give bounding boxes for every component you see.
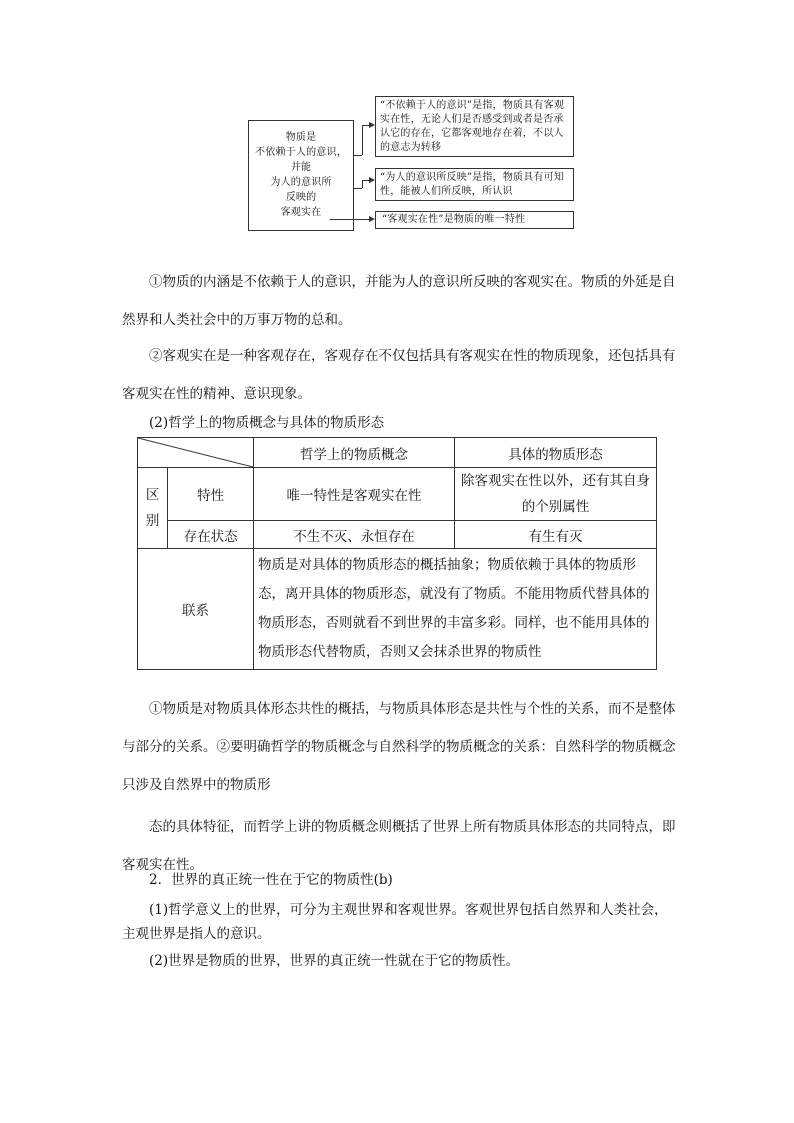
table-cell: 不生不灭、永恒存在 — [254, 521, 455, 549]
diagram-box-knowable — [375, 168, 574, 201]
diagram-box-text: “为人的意识所反映”是指，物质具有可知性，能被人们所反映，所认识 — [380, 172, 565, 197]
diagram-left-line: 为人的意识所 — [270, 177, 332, 188]
diagram-box-text: “客观实在性”是物质的唯一特性 — [382, 214, 526, 225]
paragraph: (2)世界是物质的世界，世界的真正统一性就在于它的物质性。 — [149, 953, 520, 969]
paragraph: ①物质的内涵是不依赖于人的意识，并能为人的意识所反映的客观实在。物质的外延是自然界和人类社会中的万事万物的总和。 — [122, 274, 676, 328]
diagram-concept-box — [248, 120, 354, 231]
table-row-label: 存在状态 — [168, 521, 254, 549]
diagram-left-line: 客观实在 — [280, 207, 322, 218]
paragraph: (1)哲学意义上的世界，可分为主观世界和客观世界。客观世界包括自然界和人类社会，主观世界是指人的意识。 — [122, 902, 668, 942]
connector-line — [362, 125, 363, 155]
diagram-box-unique — [375, 211, 574, 229]
section-subtitle: (2)哲学上的物质概念与具体的物质形态 — [149, 415, 385, 431]
connector-line — [362, 180, 363, 188]
section-heading: 2．世界的真正统一性在于它的物质性(b) — [149, 872, 393, 888]
diagram-left-line: 并能 — [290, 162, 312, 173]
table-row-group-label — [138, 468, 168, 549]
table-row-label: 联系 — [138, 549, 254, 670]
table-cell: 有生有灭 — [454, 521, 656, 549]
table-cell: 除客观实在性以外，还有其自身的个别属性 — [454, 468, 656, 521]
table-row-label: 特性 — [168, 468, 254, 521]
diagram-box-text: “不依赖于人的意识”是指，物质具有客观实在性，无论人们是否感受到或者是否承认它的存在，它都客观地存在着，不以人的意志为转移 — [380, 100, 565, 153]
arrow-line — [330, 219, 370, 220]
paragraph: ①物质是对物质具体形态共性的概括，与物质具体形态是共性与个性的关系，而不是整体与部分的关系。②要明确哲学的物质概念与自然科学的物质概念的关系：自然科学的物质概念只涉及自然界中的物质形 — [122, 701, 676, 793]
table-corner-cell — [138, 438, 254, 468]
diagram-box-objective — [375, 96, 574, 157]
paragraph: 态的具体特征，而哲学上讲的物质概念则概括了世界上所有物质具体形态的共同特点，即客观实在性。 — [122, 819, 676, 873]
diagram-left-line: 不依赖于人的意识， — [255, 147, 347, 158]
diagonal-line-icon — [138, 438, 253, 467]
diagram-left-line: 物质是 — [285, 132, 317, 143]
table-header-cell: 哲学上的物质概念 — [254, 438, 455, 468]
paragraph: ②客观实在是一种客观存在，客观存在不仅包括具有客观实在性的物质现象，还包括具有客观实在性的精神、意识现象。 — [122, 348, 676, 402]
table-header-cell: 具体的物质形态 — [454, 438, 656, 468]
connector-line — [354, 155, 362, 156]
comparison-table — [137, 437, 657, 670]
diagram-left-line: 反映的 — [285, 192, 317, 203]
connector-line — [354, 188, 362, 189]
qubie-label: 区别 — [145, 487, 160, 529]
table-cell: 唯一特性是客观实在性 — [254, 468, 455, 521]
table-cell: 物质是对具体的物质形态的概括抽象；物质依赖于具体的物质形态，离开具体的物质形态，就没有了物质。不能用物质代替具体的物质形态，否则就看不到世界的丰富多彩。同样，也不能用具体的物质形态代替物质，否则又会抹杀世界的物质性 — [254, 549, 657, 670]
